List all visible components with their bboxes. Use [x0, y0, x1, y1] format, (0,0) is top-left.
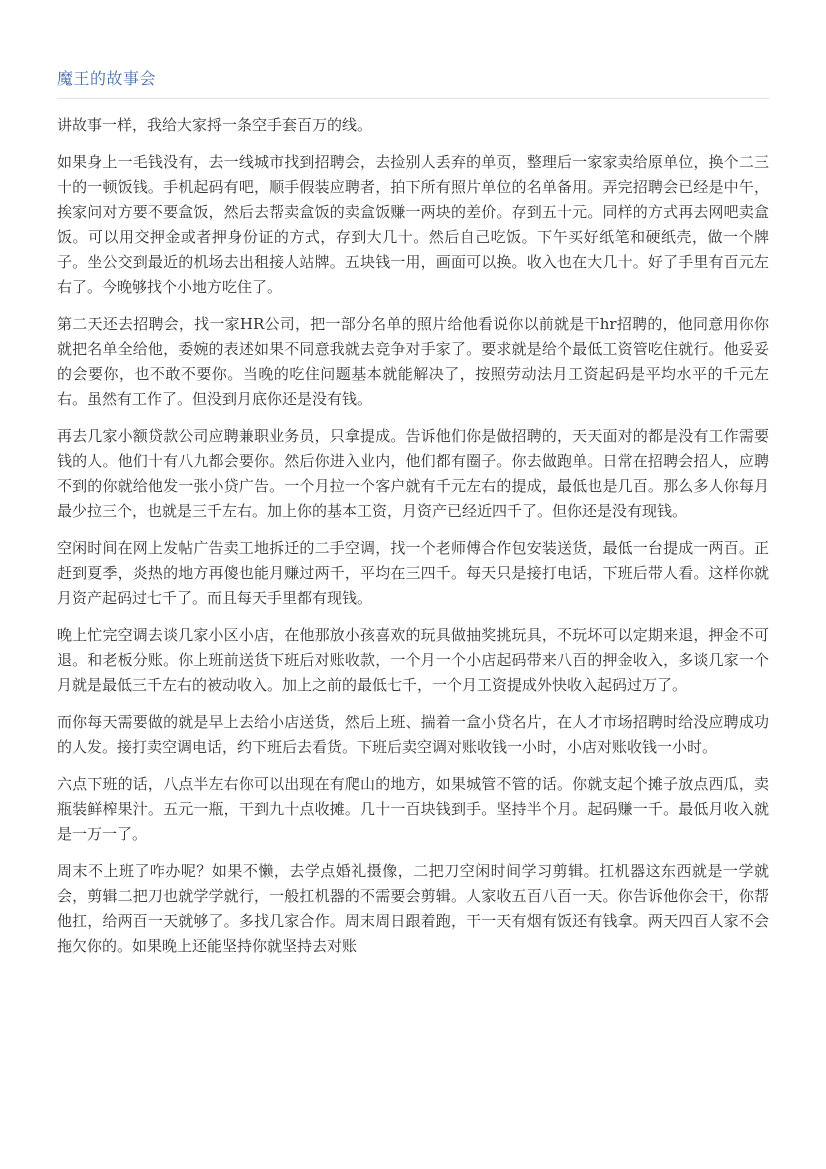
paragraph: 讲故事一样，我给大家捋一条空手套百万的线。 [57, 116, 373, 134]
paragraph: 空闲时间在网上发帖广告卖工地拆迁的二手空调，找一个老师傅合作包安装送货，最低一台提成一两百。正赶到夏季，炎热的地方再傻也能月赚过两千，平均在三四千。每天只是接打电话，下班后带人看。这样你就月资产起码过七千了。而且每天手里都有现钱。 [57, 539, 769, 607]
title-divider [57, 98, 769, 99]
paragraph: 周末不上班了咋办呢？如果不懒，去学点婚礼摄像，二把刀空闲时间学习剪辑。扛机器这东西就是一学就会，剪辑二把刀也就学学就行，一般扛机器的不需要会剪辑。人家收五百八百一天。你告诉他你会干，你帮他扛，给两百一天就够了。多找几家合作。周末周日跟着跑，干一天有烟有饭还有钱拿。两天四百人家不会拖欠你的。如果晚上还能坚持你就坚持去对账 [57, 862, 769, 955]
page-title: 魔王的故事会 [57, 69, 157, 88]
paragraph: 如果身上一毛钱没有，去一线城市找到招聘会，去捡别人丢弃的单页，整理后一家家卖给原单位，换个二三十的一顿饭钱。手机起码有吧，顺手假装应聘者，拍下所有照片单位的名单备用。弄完招聘会已经是中午，挨家问对方要不要盒饭，然后去帮卖盒饭的卖盒饭赚一两块的差价。存到五十元。同样的方式再去网吧卖盒饭。可以用交押金或者押身份证的方式，存到大几十。然后自己吃饭。下午买好纸笔和硬纸壳，做一个牌子。坐公交到最近的机场去出租接人站牌。五块钱一用，画面可以换。收入也在大几十。好了手里有百元左右了。今晚够找个小地方吃住了。 [57, 153, 769, 296]
paragraph: 再去几家小额贷款公司应聘兼职业务员，只拿提成。告诉他们你是做招聘的，天天面对的都是没有工作需要钱的人。他们十有八九都会要你。然后你进入业内，他们都有圈子。你去做跑单。日常在招聘会招人，应聘不到的你就给他发一张小贷广告。一个月拉一个客户就有千元左右的提成，最低也是几百。那么多人你每月最少拉三个，也就是三千左右。加上你的基本工资，月资产已经近四千了。但你还是没有现钱。 [57, 427, 769, 520]
paragraph: 而你每天需要做的就是早上去给小店送货，然后上班、揣着一盒小贷名片，在人才市场招聘时给没应聘成功的人发。接打卖空调电话，约下班后去看货。下班后卖空调对账收钱一小时，小店对账收钱一小时。 [57, 713, 769, 756]
article-body [57, 113, 769, 971]
paragraph: 晚上忙完空调去谈几家小区小店，在他那放小孩喜欢的玩具做抽奖挑玩具，不玩坏可以定期来退，押金不可退。和老板分账。你上班前送货下班后对账收款，一个月一个小店起码带来八百的押金收入，多谈几家一个月就是最低三千左右的被动收入。加上之前的最低七千，一个月工资提成外快收入起码过万了。 [57, 626, 769, 694]
paragraph: 六点下班的话，八点半左右你可以出现在有爬山的地方，如果城管不管的话。你就支起个摊子放点西瓜，卖瓶装鲜榨果汁。五元一瓶，干到九十点收摊。几十一百块钱到手。坚持半个月。起码赚一千。最低月收入就是一万一了。 [57, 775, 769, 843]
paragraph: 第二天还去招聘会，找一家HR公司，把一部分名单的照片给他看说你以前就是干hr招聘的，他同意用你你就把名单全给他，委婉的表述如果不同意我就去竞争对手家了。要求就是给个最低工资管吃住就行。他妥妥的会要你，也不敢不要你。当晚的吃住问题基本就能解决了，按照劳动法月工资起码是平均水平的千元左右。虽然有工作了。但没到月底你还是没有钱。 [57, 315, 769, 408]
